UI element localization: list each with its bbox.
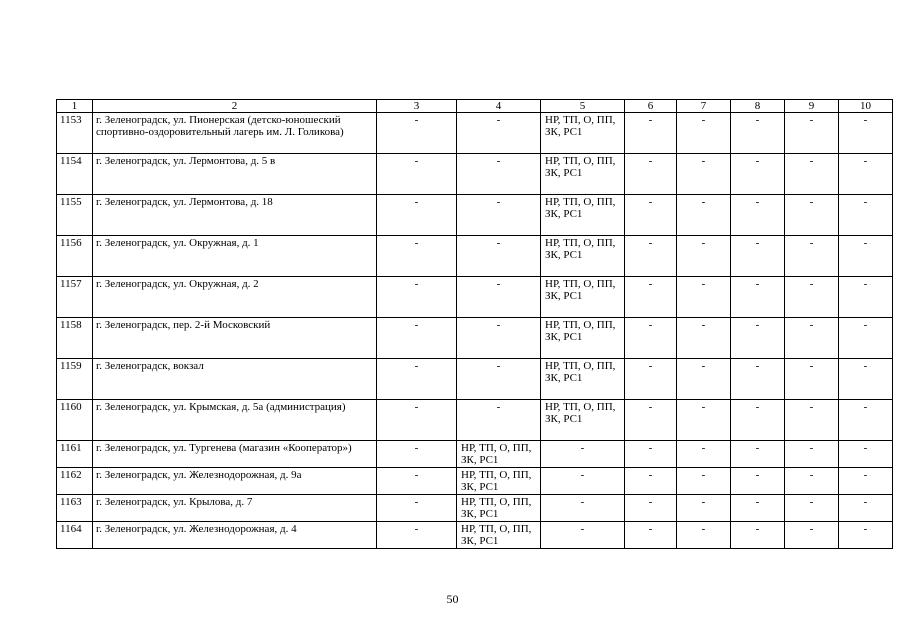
cell-col-6: - (625, 236, 677, 277)
cell-col-6: - (625, 154, 677, 195)
cell-col-6: - (625, 277, 677, 318)
cell-col-8: - (731, 400, 785, 441)
table-row (57, 359, 893, 400)
cell-col-3: - (377, 236, 457, 277)
cell-col-9: - (785, 277, 839, 318)
table-row (57, 441, 893, 468)
table-row (57, 318, 893, 359)
row-number-cell: 1157 (57, 277, 93, 318)
column-header-10: 10 (839, 100, 893, 113)
address-cell: г. Зеленоградск, ул. Железнодорожная, д. 4 (93, 522, 377, 549)
cell-col-10: - (839, 154, 893, 195)
cell-col-5: НР, ТП, О, ПП, ЗК, РС1 (541, 318, 625, 359)
cell-col-7: - (677, 468, 731, 495)
cell-col-4: НР, ТП, О, ПП, ЗК, РС1 (457, 495, 541, 522)
cell-col-5: - (541, 495, 625, 522)
cell-col-8: - (731, 495, 785, 522)
cell-col-3: - (377, 359, 457, 400)
cell-col-3: - (377, 400, 457, 441)
cell-col-7: - (677, 359, 731, 400)
cell-col-8: - (731, 277, 785, 318)
address-cell: г. Зеленоградск, ул. Окружная, д. 2 (93, 277, 377, 318)
column-header-3: 3 (377, 100, 457, 113)
row-number-cell: 1154 (57, 154, 93, 195)
cell-col-7: - (677, 195, 731, 236)
cell-col-7: - (677, 441, 731, 468)
cell-col-9: - (785, 236, 839, 277)
cell-col-7: - (677, 236, 731, 277)
cell-col-3: - (377, 318, 457, 359)
cell-col-9: - (785, 400, 839, 441)
cell-col-9: - (785, 154, 839, 195)
row-number-cell: 1160 (57, 400, 93, 441)
cell-col-10: - (839, 495, 893, 522)
column-header-9: 9 (785, 100, 839, 113)
cell-col-10: - (839, 113, 893, 154)
table-row (57, 522, 893, 549)
cell-col-9: - (785, 359, 839, 400)
cell-col-8: - (731, 468, 785, 495)
cell-col-5: НР, ТП, О, ПП, ЗК, РС1 (541, 359, 625, 400)
cell-col-9: - (785, 113, 839, 154)
row-number-cell: 1156 (57, 236, 93, 277)
cell-col-5: НР, ТП, О, ПП, ЗК, РС1 (541, 154, 625, 195)
cell-col-8: - (731, 113, 785, 154)
table-body (57, 113, 893, 549)
cell-col-10: - (839, 468, 893, 495)
cell-col-10: - (839, 318, 893, 359)
cell-col-10: - (839, 277, 893, 318)
cell-col-6: - (625, 195, 677, 236)
cell-col-7: - (677, 318, 731, 359)
cell-col-7: - (677, 400, 731, 441)
cell-col-4: - (457, 277, 541, 318)
address-cell: г. Зеленоградск, ул. Крымская, д. 5а (администрация) (93, 400, 377, 441)
address-cell: г. Зеленоградск, вокзал (93, 359, 377, 400)
cell-col-10: - (839, 236, 893, 277)
address-cell: г. Зеленоградск, ул. Окружная, д. 1 (93, 236, 377, 277)
row-number-cell: 1155 (57, 195, 93, 236)
cell-col-8: - (731, 195, 785, 236)
column-header-7: 7 (677, 100, 731, 113)
cell-col-6: - (625, 400, 677, 441)
cell-col-7: - (677, 154, 731, 195)
cell-col-6: - (625, 113, 677, 154)
row-number-cell: 1162 (57, 468, 93, 495)
cell-col-8: - (731, 154, 785, 195)
cell-col-4: - (457, 195, 541, 236)
cell-col-3: - (377, 495, 457, 522)
cell-col-5: НР, ТП, О, ПП, ЗК, РС1 (541, 113, 625, 154)
cell-col-5: НР, ТП, О, ПП, ЗК, РС1 (541, 400, 625, 441)
cell-col-9: - (785, 318, 839, 359)
document-table (56, 99, 893, 549)
cell-col-5: - (541, 441, 625, 468)
cell-col-4: - (457, 318, 541, 359)
cell-col-3: - (377, 195, 457, 236)
cell-col-8: - (731, 318, 785, 359)
cell-col-8: - (731, 236, 785, 277)
cell-col-4: НР, ТП, О, ПП, ЗК, РС1 (457, 441, 541, 468)
address-cell: г. Зеленоградск, пер. 2-й Московский (93, 318, 377, 359)
cell-col-10: - (839, 441, 893, 468)
table-row (57, 113, 893, 154)
cell-col-3: - (377, 522, 457, 549)
cell-col-9: - (785, 195, 839, 236)
cell-col-8: - (731, 359, 785, 400)
cell-col-8: - (731, 441, 785, 468)
cell-col-5: - (541, 468, 625, 495)
table-row (57, 495, 893, 522)
page-number: 50 (446, 592, 459, 606)
column-header-5: 5 (541, 100, 625, 113)
cell-col-6: - (625, 522, 677, 549)
cell-col-4: - (457, 154, 541, 195)
column-header-1: 1 (57, 100, 93, 113)
cell-col-3: - (377, 468, 457, 495)
table-row (57, 400, 893, 441)
cell-col-9: - (785, 495, 839, 522)
cell-col-6: - (625, 318, 677, 359)
row-number-cell: 1164 (57, 522, 93, 549)
cell-col-10: - (839, 359, 893, 400)
column-header-2: 2 (93, 100, 377, 113)
address-cell: г. Зеленоградск, ул. Лермонтова, д. 18 (93, 195, 377, 236)
table-row (57, 277, 893, 318)
cell-col-7: - (677, 522, 731, 549)
cell-col-9: - (785, 522, 839, 549)
cell-col-9: - (785, 441, 839, 468)
cell-col-6: - (625, 441, 677, 468)
column-header-8: 8 (731, 100, 785, 113)
row-number-cell: 1161 (57, 441, 93, 468)
cell-col-5: НР, ТП, О, ПП, ЗК, РС1 (541, 236, 625, 277)
cell-col-4: - (457, 236, 541, 277)
column-header-6: 6 (625, 100, 677, 113)
cell-col-5: НР, ТП, О, ПП, ЗК, РС1 (541, 277, 625, 318)
address-cell: г. Зеленоградск, ул. Железнодорожная, д. 9а (93, 468, 377, 495)
cell-col-3: - (377, 113, 457, 154)
cell-col-6: - (625, 495, 677, 522)
table-row (57, 195, 893, 236)
address-cell: г. Зеленоградск, ул. Крылова, д. 7 (93, 495, 377, 522)
cell-col-4: - (457, 400, 541, 441)
cell-col-5: НР, ТП, О, ПП, ЗК, РС1 (541, 195, 625, 236)
row-number-cell: 1153 (57, 113, 93, 154)
cell-col-7: - (677, 495, 731, 522)
cell-col-9: - (785, 468, 839, 495)
column-header-4: 4 (457, 100, 541, 113)
address-cell: г. Зеленоградск, ул. Пионерская (детско-юношеский спортивно-оздоровительный лагерь им. Л. Голикова) (93, 113, 377, 154)
address-cell: г. Зеленоградск, ул. Лермонтова, д. 5 в (93, 154, 377, 195)
cell-col-5: - (541, 522, 625, 549)
table-row (57, 468, 893, 495)
cell-col-10: - (839, 522, 893, 549)
cell-col-10: - (839, 400, 893, 441)
cell-col-3: - (377, 441, 457, 468)
cell-col-8: - (731, 522, 785, 549)
table-header-row (57, 100, 893, 113)
cell-col-4: - (457, 359, 541, 400)
cell-col-10: - (839, 195, 893, 236)
row-number-cell: 1163 (57, 495, 93, 522)
cell-col-6: - (625, 359, 677, 400)
cell-col-4: НР, ТП, О, ПП, ЗК, РС1 (457, 468, 541, 495)
cell-col-3: - (377, 154, 457, 195)
cell-col-7: - (677, 113, 731, 154)
row-number-cell: 1158 (57, 318, 93, 359)
table-row (57, 154, 893, 195)
cell-col-3: - (377, 277, 457, 318)
cell-col-4: НР, ТП, О, ПП, ЗК, РС1 (457, 522, 541, 549)
row-number-cell: 1159 (57, 359, 93, 400)
cell-col-6: - (625, 468, 677, 495)
address-cell: г. Зеленоградск, ул. Тургенева (магазин «Кооператор») (93, 441, 377, 468)
cell-col-7: - (677, 277, 731, 318)
cell-col-4: - (457, 113, 541, 154)
table-row (57, 236, 893, 277)
